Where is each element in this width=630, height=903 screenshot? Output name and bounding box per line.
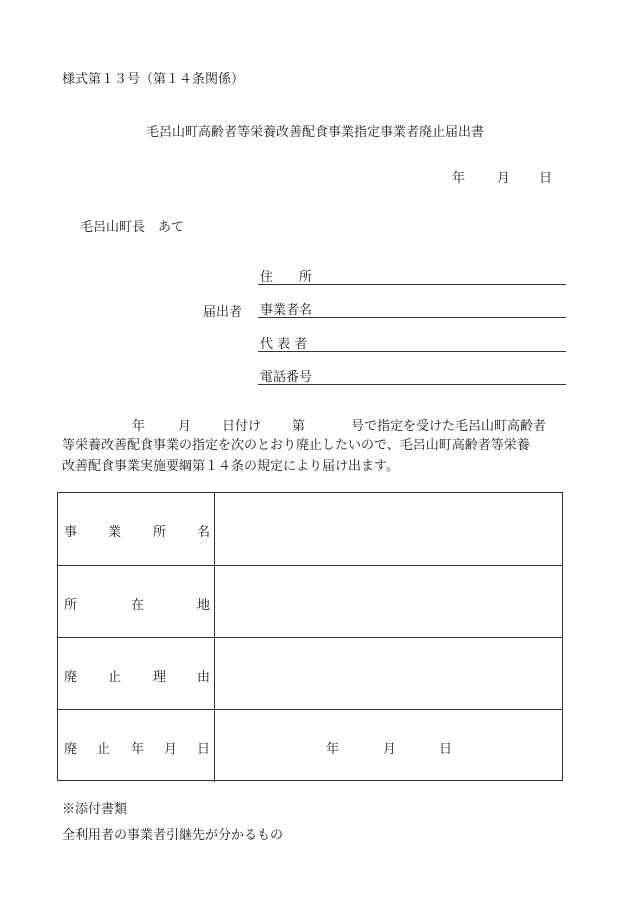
location-char: 在: [131, 598, 145, 613]
location-value[interactable]: [215, 566, 562, 638]
abolition-date-char: 年: [131, 742, 145, 757]
body-line1-text: 号で指定を受けた毛呂山町高齢者: [351, 419, 547, 434]
abolition-date-char: 廃: [64, 742, 78, 757]
date-day-label: 日: [539, 171, 553, 186]
reason-char: 理: [153, 670, 167, 685]
attachment-item: 全利用者の事業者引継先が分かるもの: [62, 828, 284, 843]
representative-field[interactable]: [258, 335, 566, 352]
phone-label: 電話番号: [260, 370, 313, 385]
abolition-date-label: [58, 710, 215, 782]
body-paragraph-line2: 等栄養改善配食事業の指定を次のとおり廃止したいので、毛呂山町高齢者等栄養: [62, 438, 530, 453]
address-field[interactable]: [258, 268, 566, 285]
document-title: 毛呂山町高齢者等栄養改善配食事業指定事業者廃止届出書: [145, 125, 484, 140]
location-char: 所: [64, 598, 78, 613]
attachments-title: ※添付書類: [62, 802, 128, 817]
date-month-label: 月: [497, 171, 511, 186]
body-number-prefix: 第: [292, 419, 306, 434]
form-number: 様式第１３号（第１４条関係）: [62, 72, 245, 87]
abolition-date-char: 日: [197, 742, 211, 757]
reason-label: [58, 638, 215, 710]
office-name-value[interactable]: [215, 493, 562, 565]
abolition-month-label: 月: [383, 742, 397, 757]
reason-value[interactable]: [215, 638, 562, 710]
office-name-char: 名: [197, 525, 211, 540]
location-label: [58, 566, 215, 638]
abolition-day-label: 日: [439, 742, 453, 757]
representative-label: 代 表 者: [260, 337, 308, 352]
location-char: 地: [197, 598, 211, 613]
office-name-char: 業: [108, 525, 122, 540]
office-name-char: 所: [153, 525, 167, 540]
reason-char: 廃: [64, 670, 78, 685]
abolition-date-value[interactable]: [215, 710, 562, 782]
business-name-label: 事業者名: [260, 303, 313, 318]
date-year-label: 年: [452, 171, 466, 186]
body-month: 月: [178, 419, 192, 434]
abolition-date-char: 月: [164, 742, 178, 757]
table-row-office-name: [58, 493, 562, 565]
table-row-reason: [58, 637, 562, 710]
office-name-char: 事: [64, 525, 78, 540]
reason-char: 由: [197, 670, 211, 685]
table-row-location: [58, 565, 562, 638]
table-row-abolition-date: [58, 709, 562, 782]
body-year: 年: [132, 419, 146, 434]
abolition-year-label: 年: [326, 742, 340, 757]
body-paragraph-line3: 改善配食事業実施要綱第１４条の規定により届け出ます。: [62, 459, 399, 474]
reporter-label: 届出者: [203, 305, 243, 320]
details-table: [57, 492, 563, 781]
business-name-field[interactable]: [258, 301, 566, 318]
abolition-date-char: 止: [97, 742, 111, 757]
reason-char: 止: [108, 670, 122, 685]
body-date-suffix: 日付け: [222, 419, 262, 434]
address-label: 住 所: [260, 270, 313, 285]
office-name-label: [58, 493, 215, 565]
phone-field[interactable]: [258, 368, 566, 385]
recipient: 毛呂山町長 あて: [80, 220, 185, 235]
